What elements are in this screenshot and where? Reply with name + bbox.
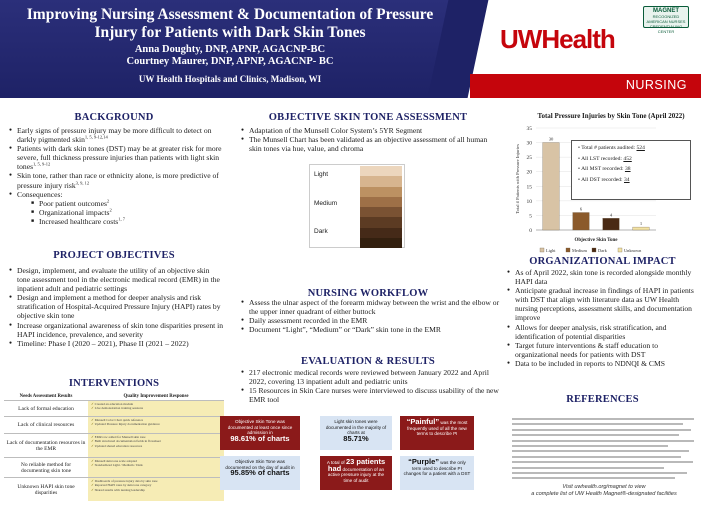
- bar: [573, 213, 590, 230]
- result-box-purple: “Purple” was the only term used to describe PI changes for a patient with a DST: [400, 456, 474, 490]
- y-tick-label: 35: [526, 126, 532, 132]
- audit-total: • Total # patients audited: 524: [578, 143, 684, 154]
- y-axis-label: Total # Patients with Pressure Injuries: [515, 144, 520, 214]
- org-impact-list: [506, 268, 698, 368]
- org-impact-item: ● Allows for deeper analysis, risk stratification, and identification of potential disparities: [506, 323, 698, 341]
- skin-tone-swatch: [360, 187, 402, 198]
- background-item: ● Skin tone, rather than race or ethnicity alone, is more predictive of pressure injury risk$^{3, 9, 12}$: [8, 171, 224, 189]
- objective-item: ● Design and implement a method for deeper analysis and risk stratification of Hospital-Acquired Pressure Injury (HAPI) rates by objective skin tone: [8, 293, 224, 320]
- need-cell: Lack of documentation resources in the EMR: [6, 439, 86, 452]
- y-tick-label: 15: [526, 184, 532, 191]
- result-box-light-majority: Light skin tones were documented in the majority of charts at 85.71%: [320, 416, 392, 450]
- x-axis-label: Objective Skin Tone: [574, 238, 618, 243]
- audit-summary-box: [571, 140, 691, 200]
- skin-tone-swatch: [360, 197, 402, 208]
- background-list: [8, 126, 224, 226]
- result-box-documented-once: Objective Skin Tone was documented at least once since admission in 98.61% of charts: [220, 416, 300, 450]
- evaluation-item: ● 15 Resources in Skin Care nurses were interviewed to discuss usability of the new EMR tool: [240, 386, 500, 404]
- objective-item: ● Timeline: Phase I (2020 – 2021), Phase II (2021 – 2022): [8, 339, 224, 348]
- table-row: [4, 400, 224, 416]
- institution: UW Health Hospitals and Clinics, Madison, WI: [138, 74, 322, 84]
- references-heading: REFERENCES: [566, 394, 639, 405]
- response-cell: ✓ Munsell skin tone scale adopted ✓ Standardized Light / Medium / Dark: [88, 458, 224, 477]
- org-impact-heading: ORGANIZATIONAL IMPACT: [529, 256, 676, 267]
- y-tick-label: 20: [526, 169, 532, 176]
- evaluation-item: ● 217 electronic medical records were reviewed between January 2022 and April 2022, covering 13 inpatient adult and pediatric units: [240, 368, 500, 386]
- legend-swatch: [540, 248, 544, 252]
- org-impact-item: ● As of April 2022, skin tone is recorded alongside monthly HAPI data: [506, 268, 698, 286]
- table-row: [4, 433, 224, 457]
- skin-tone-swatch: [360, 238, 402, 249]
- table-row: [4, 457, 224, 477]
- org-impact-item: ● Target future interventions & staff education to organizational needs for patients with DST: [506, 341, 698, 359]
- background-item: ● Consequences: ■ Poor patient outcomes$^2$ ■ Organizational impacts$^2$ ■ Increased healthcare costs$^{1, 7}$: [8, 190, 224, 226]
- need-cell: Lack of formal education: [18, 405, 74, 412]
- y-tick-label: 5: [529, 213, 532, 220]
- needs-column-header: Needs Assessment Results: [19, 394, 73, 399]
- bar-value-label: 30: [548, 136, 554, 142]
- objectives-heading: PROJECT OBJECTIVES: [53, 250, 175, 261]
- response-cell: ✓ Munsell Color Chart quick reference ✓ Updated Pressure Injury documentation guidance: [88, 417, 224, 433]
- references-list: [512, 404, 701, 480]
- evaluation-heading: EVALUATION & RESULTS: [301, 356, 435, 367]
- skin-tone-heading: OBJECTIVE SKIN TONE ASSESSMENT: [268, 112, 468, 123]
- org-impact-item: ● Anticipate gradual increase in findings of HAPI in patients with DST that align with literature data as UW Health nursing perceptions, assessment skills, and documentation improve: [506, 286, 698, 322]
- legend-label: Light: [546, 248, 556, 253]
- skin-tone-item: ● Adaptation of the Munsell Color System’s 5YR Segment: [240, 126, 500, 135]
- swatch-label-medium: Medium: [314, 200, 338, 207]
- objectives-list: [8, 266, 224, 348]
- legend-swatch: [618, 248, 622, 252]
- poster-body: [0, 98, 701, 526]
- nursing-label: NURSING: [625, 78, 687, 92]
- workflow-list: [240, 298, 500, 334]
- nursing-banner: [470, 74, 701, 98]
- legend-label: Unknown: [624, 248, 642, 253]
- consequences-list: [17, 199, 224, 226]
- skin-tone-swatch: [360, 217, 402, 228]
- legend-swatch: [566, 248, 570, 252]
- response-cell: ✓ Dashboards of pressure injury data by skin tone ✓ Reported HAPI rates by skin tone category ✓ Shared results with nursing leadership: [88, 478, 224, 501]
- workflow-item: ● Assess the ulnar aspect of the forearm midway between the wrist and the elbow or the upper inner quadrant of either buttock: [240, 298, 500, 316]
- audit-dst: • All DST recorded: 34: [578, 175, 684, 186]
- y-tick-label: 30: [526, 140, 532, 147]
- workflow-heading: NURSING WORKFLOW: [307, 288, 429, 299]
- interventions-table-header: [4, 394, 224, 400]
- audit-lst: • All LST recorded: 452: [578, 154, 684, 165]
- skin-tone-swatch: [360, 207, 402, 218]
- interventions-heading: INTERVENTIONS: [68, 378, 160, 389]
- table-row: [4, 416, 224, 433]
- result-box-painful: “Painful” was the most frequently used of all the new terms to describe PI: [400, 416, 474, 450]
- swatch-label-dark: Dark: [314, 228, 328, 235]
- authors: [10, 44, 450, 68]
- bar: [543, 143, 560, 230]
- objective-item: ● Design, implement, and evaluate the utility of an objective skin tone assessment tool in the electronic medical record (EMR) in the inpatient adult and pediatric settings: [8, 266, 224, 293]
- legend-swatch: [592, 248, 596, 252]
- swatch-label-light: Light: [314, 171, 329, 178]
- y-tick-label: 0: [529, 228, 532, 234]
- objective-item: ● Increase organizational awareness of skin tone disparities present in HAPI incidence, prevalence, and severity: [8, 321, 224, 339]
- magnet-footer-note: Visit uwhealth.org/magnet to view a complete list of UW Health Magnet®-designated facilities: [531, 484, 677, 497]
- response-column-header: Quality Improvement Response: [123, 394, 189, 399]
- consequence-item: ■ Increased healthcare costs$^{1, 7}$: [31, 217, 224, 226]
- chart-title: Total Pressure Injuries by Skin Tone (April 2022): [537, 112, 685, 120]
- need-cell: Unknown HAPI skin tone disparities: [17, 483, 75, 496]
- workflow-item: ● Document “Light”, “Medium” or “Dark” skin tone in the EMR: [240, 325, 500, 334]
- skin-tone-item: ● The Munsell Chart has been validated as an objective assessment of all human skin tones via hue, value, and chroma: [240, 135, 500, 153]
- y-tick-label: 25: [526, 155, 532, 162]
- interventions-table: [4, 394, 224, 501]
- response-cell: ✓ EMR row added for Munsell skin tone ✓ Built structured documentation fields in flowsheet ✓ Updated shared education resources: [88, 434, 224, 457]
- need-cell: Lack of clinical resources: [17, 422, 75, 428]
- legend-label: Dark: [598, 248, 607, 253]
- table-row: [4, 477, 224, 501]
- bar: [603, 218, 620, 230]
- bar-value-label: 6: [579, 206, 583, 212]
- legend-label: Medium: [572, 248, 587, 253]
- skin-tone-swatch: [360, 166, 402, 177]
- skin-tone-swatch: [360, 228, 402, 239]
- y-tick-label: 10: [526, 198, 532, 205]
- skin-tone-list: [240, 126, 500, 153]
- bar-value-label: 1: [639, 221, 643, 227]
- response-cell: ✓ Created an education module ✓ Live demonstration training sessions: [88, 401, 224, 416]
- result-box-active-pi: A total of 23 patients had documentation of an active pressure injury at the time of audit: [320, 456, 392, 490]
- background-item: ● Patients with dark skin tones (DST) may be at greater risk for more severe, full thickness pressure injuries than patients with light skin tones$^{1, 5, 9-12}$: [8, 144, 224, 171]
- consequence-item: ■ Poor patient outcomes$^2$: [31, 199, 224, 208]
- skin-tone-swatch: [360, 176, 402, 187]
- org-impact-item: ● Data to be included in reports to NDNQI & CMS: [506, 359, 698, 368]
- background-heading: BACKGROUND: [74, 112, 154, 123]
- poster-title: Improving Nursing Assessment & Documentation of Pressure Injury for Patients with Dark Skin Tones: [26, 6, 434, 41]
- munsell-skin-tone-chart: [309, 164, 405, 248]
- poster-header: [0, 0, 701, 98]
- background-item: ● Early signs of pressure injury may be more difficult to detect on darkly pigmented skin$^{1, 5, 9-12,14}$: [8, 126, 224, 144]
- bar: [633, 227, 650, 230]
- uwhealth-logo: UWHealth: [500, 24, 615, 54]
- audit-mst: • All MST recorded: 38: [578, 164, 684, 175]
- author-2: Courtney Maurer, DNP, APNP, AGACNP- BC: [126, 56, 334, 67]
- workflow-item: ● Daily assessment recorded in the EMR: [240, 316, 500, 325]
- author-1: Anna Doughty, DNP, APNP, AGACNP-BC: [134, 44, 326, 55]
- magnet-logo: MAGNET RECOGNIZED AMERICAN NURSES CREDENTIALING CENTER: [643, 6, 689, 28]
- bar-value-label: 4: [609, 212, 613, 218]
- result-box-day-of-audit: Objective Skin Tone was documented on the day of audit in 95.85% of charts: [220, 456, 300, 490]
- evaluation-list: [240, 368, 500, 404]
- need-cell: No reliable method for documenting skin tone: [20, 461, 72, 474]
- consequence-item: ■ Organizational impacts$^2$: [31, 208, 224, 217]
